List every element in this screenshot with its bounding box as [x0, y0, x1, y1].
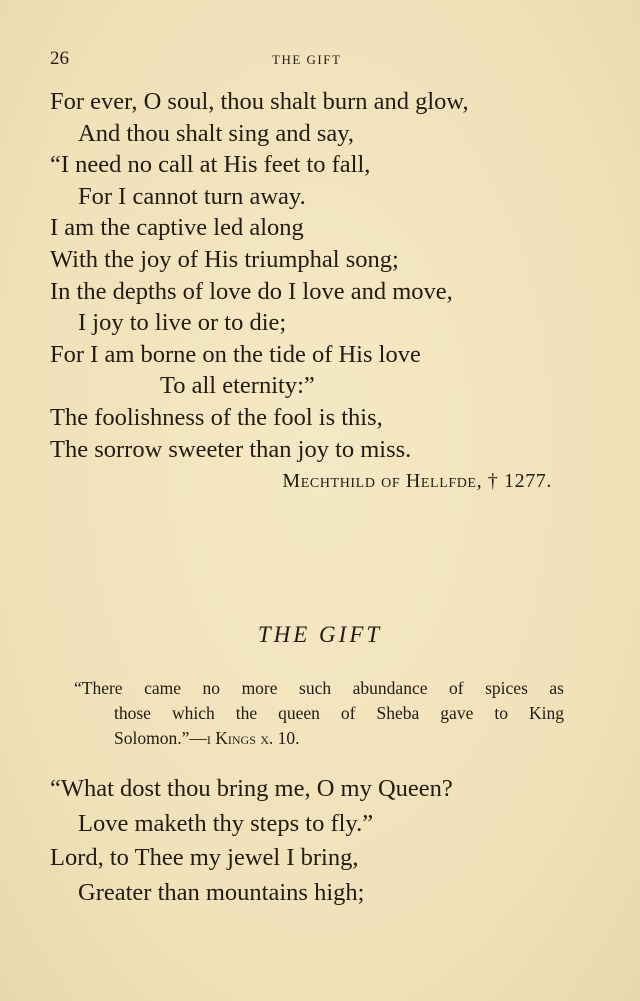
poem-line: Lord, to Thee my jewel I bring,	[50, 844, 359, 871]
epigraph-line-text: Solomon.”—	[114, 728, 207, 748]
poem-line: For ever, O soul, thou shalt burn and glow,	[50, 88, 469, 115]
section-title: THE GIFT	[257, 622, 383, 647]
poem-attribution: Mechthild of Hellfde, † 1277.	[282, 470, 552, 492]
poem-line: For I cannot turn away.	[78, 182, 306, 210]
poem-line: To all eternity:”	[160, 372, 315, 400]
poem-line: With the joy of His triumphal song;	[50, 245, 399, 273]
poem-line: “What dost thou bring me, O my Queen?	[50, 775, 453, 802]
poem-line: For I am borne on the tide of His love	[50, 340, 421, 368]
epigraph-line-text: those which the queen of Sheba gave to King	[114, 703, 564, 723]
poem-top	[50, 86, 610, 465]
poem-line: “I need no call at His feet to fall,	[50, 151, 371, 179]
poem-line: Love maketh thy steps to fly.”	[78, 809, 374, 837]
poem-line: The sorrow sweeter than joy to miss.	[50, 435, 412, 463]
poem-line: In the depths of love do I love and move,	[50, 277, 453, 305]
epigraph	[74, 676, 564, 751]
poem-line: I am the captive led along	[50, 214, 304, 242]
poem-line: Greater than mountains high;	[78, 878, 365, 906]
epigraph-line: “There came no more such abundance of spices as	[74, 678, 564, 698]
poem-line: I joy to live or to die;	[78, 309, 287, 337]
poem-line: The foolishness of the fool is this,	[50, 403, 383, 431]
running-head	[50, 48, 552, 72]
epigraph-reference: i Kings x. 10.	[206, 728, 300, 748]
poem-line: And thou shalt sing and say,	[78, 119, 355, 147]
epigraph-line	[74, 726, 564, 751]
epigraph-line	[74, 701, 564, 726]
running-title: THE GIFT	[272, 52, 342, 67]
poem-bottom	[50, 772, 610, 910]
page-number: 26	[50, 48, 69, 69]
